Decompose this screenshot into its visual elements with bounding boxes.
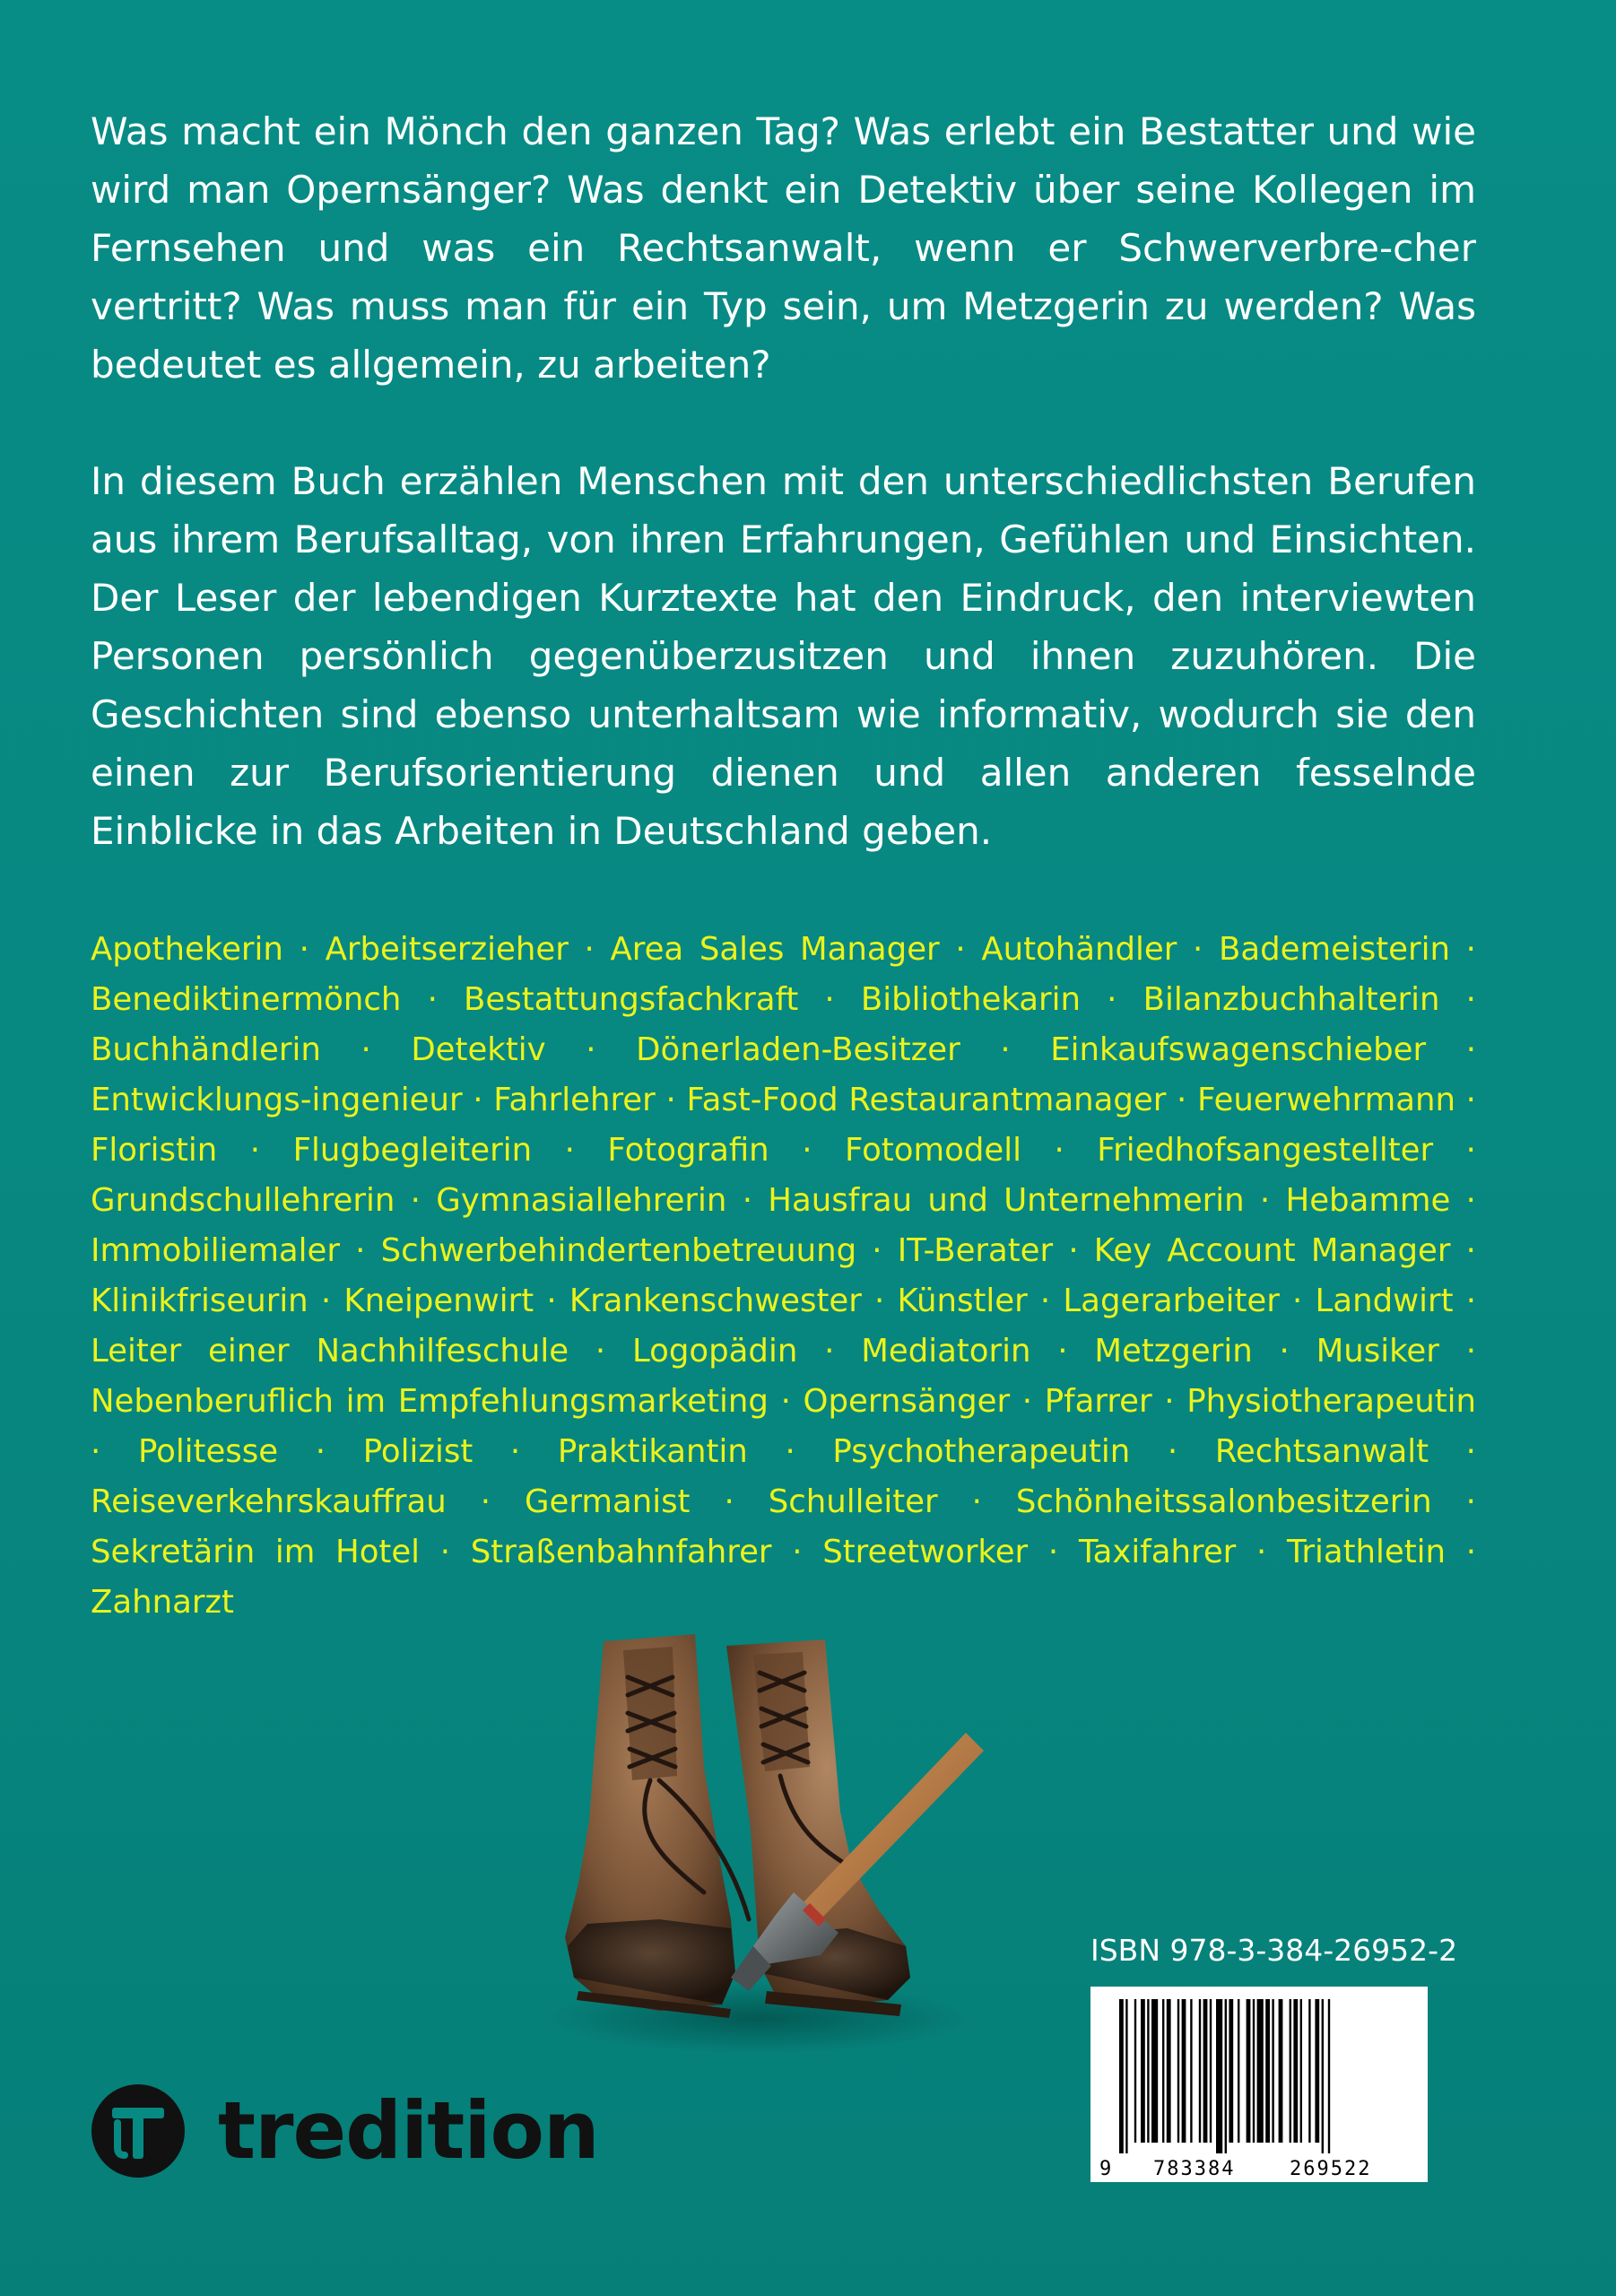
profession-item: Einkaufswagenschieber (1050, 1031, 1427, 1068)
professions-list (91, 925, 1476, 1628)
profession-item: Friedhofsangestellter (1097, 1132, 1434, 1169)
profession-separator: · (299, 931, 309, 968)
profession-item: Germanist (525, 1483, 691, 1520)
barcode-bar (1203, 1999, 1208, 2143)
profession-separator: · (1465, 1082, 1476, 1118)
profession-item: Leiter einer Nachhilfeschule (91, 1333, 569, 1370)
barcode-bar (1119, 1999, 1124, 2153)
profession-item: Streetworker (822, 1534, 1029, 1570)
barcode-bar (1328, 1999, 1330, 2153)
profession-item: Kneipenwirt (343, 1283, 534, 1319)
barcode-bar (1293, 1999, 1298, 2143)
profession-separator: · (1465, 1182, 1476, 1219)
profession-separator: · (1054, 1132, 1064, 1169)
profession-separator: · (480, 1483, 491, 1520)
profession-separator: · (1465, 1283, 1476, 1319)
profession-item: Fast-Food Restaurantmanager (686, 1082, 1167, 1118)
profession-separator: · (1465, 1132, 1476, 1169)
barcode-bar (1308, 1999, 1310, 2143)
profession-item: Buchhändlerin (91, 1031, 321, 1068)
barcode-bar (1125, 1999, 1127, 2153)
profession-separator: · (410, 1182, 421, 1219)
profession-item: Lagerarbeiter (1063, 1283, 1280, 1319)
profession-item: Pfarrer (1044, 1383, 1152, 1420)
profession-item: Fotografin (607, 1132, 769, 1169)
profession-separator: · (742, 1182, 752, 1219)
profession-separator: · (1057, 1333, 1068, 1370)
profession-separator: · (427, 981, 438, 1018)
profession-separator: · (355, 1232, 366, 1269)
profession-separator: · (792, 1534, 803, 1570)
profession-separator: · (1047, 1534, 1059, 1570)
profession-item: Schönheitssalonbesitzerin (1015, 1483, 1432, 1520)
profession-separator: · (1259, 1182, 1271, 1219)
publisher-name: tredition (218, 2084, 599, 2177)
profession-separator: · (1465, 1483, 1476, 1520)
barcode-bar (1162, 1999, 1164, 2143)
profession-separator: · (785, 1433, 795, 1470)
profession-separator: · (1107, 981, 1117, 1018)
profession-item: Politesse (137, 1433, 279, 1470)
profession-item: Psychotherapeutin (832, 1433, 1131, 1470)
profession-item: Musiker (1316, 1333, 1439, 1370)
profession-item: Sekretärin im Hotel (91, 1534, 421, 1570)
profession-separator: · (1177, 1082, 1187, 1118)
profession-separator: · (1068, 1232, 1079, 1269)
profession-item: Bestattungsfachkraft (464, 981, 799, 1018)
profession-separator: · (1465, 1433, 1476, 1470)
boots-and-hammer-illustration (525, 1623, 991, 2054)
profession-separator: · (1039, 1283, 1051, 1319)
profession-separator: · (315, 1433, 326, 1470)
barcode-digits-left: 783384 (1153, 2158, 1236, 2180)
profession-item: Künstler (897, 1283, 1028, 1319)
barcode-bar (1265, 1999, 1270, 2143)
profession-separator: · (1167, 1433, 1178, 1470)
barcode-bar (1247, 1999, 1251, 2143)
profession-separator: · (780, 1383, 791, 1420)
profession-item: Floristin (91, 1132, 218, 1169)
barcode-bar (1322, 1999, 1324, 2153)
profession-separator: · (320, 1283, 332, 1319)
profession-separator: · (971, 1483, 982, 1520)
profession-separator: · (249, 1132, 261, 1169)
profession-separator: · (584, 931, 595, 968)
profession-separator: · (586, 1031, 596, 1068)
barcode-bar (1290, 1999, 1291, 2143)
profession-separator: · (439, 1534, 451, 1570)
profession-item: Immobiliemaler (91, 1232, 340, 1269)
barcode-bar (1216, 1999, 1222, 2153)
profession-item: Fotomodell (845, 1132, 1021, 1169)
profession-item: Feuerwehrmann (1197, 1082, 1455, 1118)
profession-item: Landwirt (1315, 1283, 1454, 1319)
profession-item: Arbeitserzieher (325, 931, 569, 968)
profession-item: Apothekerin (91, 931, 283, 968)
barcode-bar (1147, 1999, 1149, 2143)
profession-separator: · (1279, 1333, 1290, 1370)
barcode-bar (1238, 1999, 1239, 2143)
profession-separator: · (595, 1333, 606, 1370)
profession-item: Taxifahrer (1078, 1534, 1237, 1570)
profession-item: Grundschullehrerin (91, 1182, 395, 1219)
profession-separator: · (874, 1283, 885, 1319)
profession-separator: · (824, 981, 835, 1018)
profession-separator: · (802, 1132, 812, 1169)
profession-separator: · (1164, 1383, 1175, 1420)
profession-separator: · (564, 1132, 575, 1169)
profession-separator: · (1465, 1534, 1477, 1570)
profession-item: Bademeisterin (1219, 931, 1450, 968)
profession-item: Flugbegleiterin (292, 1132, 533, 1169)
profession-item: Detektiv (411, 1031, 546, 1068)
isbn-label: ISBN 978-3-384-26952-2 (1090, 1933, 1458, 1968)
profession-item: Mediatorin (861, 1333, 1031, 1370)
profession-separator: · (546, 1283, 557, 1319)
barcode-bar (1279, 1999, 1283, 2143)
barcode-bar (1167, 1999, 1171, 2143)
profession-item: Metzgerin (1094, 1333, 1253, 1370)
barcode-bar (1315, 1999, 1319, 2143)
tredition-mark-icon (91, 2083, 186, 2179)
profession-item: Area Sales Manager (610, 931, 940, 968)
profession-separator: · (1465, 931, 1476, 968)
profession-item: Straßenbahnfahrer (470, 1534, 772, 1570)
profession-item: IT-Berater (897, 1232, 1054, 1269)
profession-separator: · (955, 931, 966, 968)
profession-separator: · (509, 1433, 521, 1470)
barcode-bar (1151, 1999, 1158, 2143)
profession-item: Opernsänger (803, 1383, 1011, 1420)
profession-item: Benediktinermönch (91, 981, 402, 1018)
profession-separator: · (1465, 1031, 1476, 1068)
profession-separator: · (91, 1433, 101, 1470)
publisher-logo (91, 2082, 599, 2180)
isbn-barcode (1090, 1987, 1428, 2182)
barcode-bar (1229, 1999, 1233, 2143)
blurb-paragraph-2: In diesem Buch erzählen Menschen mit den unterschiedlichsten Berufen aus ihrem Berufsalltag, von ihren Erfahrungen, Gefühlen und Einsichten. Der Leser der lebendigen Kurztexte hat den Eindruck, den interviewten Personen persönlich gegenüberzusitzen und ihnen zuzuhören. Die Geschichten sind ebenso unterhaltsam wie informativ, wodurch sie den einen zur Berufsorientierung dienen und allen anderen fesselnde Einblicke in das Arbeiten in Deutschland geben. (91, 459, 1476, 853)
barcode-bar (1257, 1999, 1264, 2143)
barcode-digit-lead: 9 (1099, 2158, 1112, 2180)
barcode-bar (1300, 1999, 1302, 2143)
profession-separator: · (473, 1082, 483, 1118)
profession-separator: · (1021, 1383, 1033, 1420)
barcode-bar (1253, 1999, 1255, 2143)
profession-separator: · (1000, 1031, 1011, 1068)
barcode-digits-right: 269522 (1290, 2158, 1372, 2180)
profession-item: Praktikantin (557, 1433, 748, 1470)
barcode-bar (1272, 1999, 1273, 2143)
profession-item: Hausfrau und Unternehmerin (768, 1182, 1245, 1219)
profession-item: Klinikfriseurin (91, 1283, 308, 1319)
profession-item: Hebamme (1285, 1182, 1451, 1219)
barcode-bars (1119, 1999, 1330, 2153)
barcode-bar (1225, 1999, 1227, 2153)
profession-item: Rechtsanwalt (1214, 1433, 1429, 1470)
profession-item: Polizist (362, 1433, 474, 1470)
profession-item: Triathletin (1286, 1534, 1447, 1570)
profession-item: Reiseverkehrskauffrau (91, 1483, 447, 1520)
profession-item: Bilanzbuchhalterin (1142, 981, 1440, 1018)
profession-item: Fahrlehrer (493, 1082, 656, 1118)
profession-item: Logopädin (632, 1333, 798, 1370)
profession-separator: · (665, 1082, 676, 1118)
profession-item: Bibliothekarin (860, 981, 1081, 1018)
barcode-bar (1182, 1999, 1186, 2143)
barcode-bar (1134, 1999, 1136, 2143)
profession-item: Autohändler (981, 931, 1177, 968)
profession-separator: · (1465, 981, 1476, 1018)
profession-item: Key Account Manager (1093, 1232, 1451, 1269)
profession-separator: · (724, 1483, 734, 1520)
profession-item: Dönerladen-Besitzer (636, 1031, 960, 1068)
profession-item: Schulleiter (768, 1483, 938, 1520)
profession-separator: · (872, 1232, 882, 1269)
profession-item: Krankenschwester (569, 1283, 862, 1319)
barcode-bar (1199, 1999, 1201, 2143)
profession-item: Physiotherapeutin (1186, 1383, 1476, 1420)
profession-item: Entwicklungs-ingenieur (91, 1082, 463, 1118)
profession-separator: · (1255, 1534, 1267, 1570)
profession-item: Gymnasiallehrerin (436, 1182, 727, 1219)
profession-item: Zahnarzt (91, 1584, 234, 1621)
profession-item: Nebenberuflich im Empfehlungsmarketing (91, 1383, 769, 1420)
profession-separator: · (361, 1031, 371, 1068)
barcode-bar (1190, 1999, 1192, 2143)
barcode-bar (1141, 1999, 1145, 2143)
profession-separator: · (1465, 1232, 1476, 1269)
blurb-paragraph-1: Was macht ein Mönch den ganzen Tag? Was erlebt ein Bestatter und wie wird man Opernsänger? Was denkt ein Detektiv über seine Kollegen im Fernsehen und was ein Rechtsanwalt, wenn er Schwerverbre-cher vertritt? Was muss man für ein Typ sein, um Metzgerin zu werden? Was bedeutet es allgemein, zu arbeiten? (91, 109, 1476, 387)
profession-separator: · (1193, 931, 1203, 968)
profession-separator: · (1465, 1333, 1476, 1370)
profession-item: Schwerbehindertenbetreuung (380, 1232, 857, 1269)
profession-separator: · (1292, 1283, 1303, 1319)
barcode-bar (1177, 1999, 1179, 2143)
barcode-bar (1210, 1999, 1212, 2143)
profession-separator: · (824, 1333, 835, 1370)
